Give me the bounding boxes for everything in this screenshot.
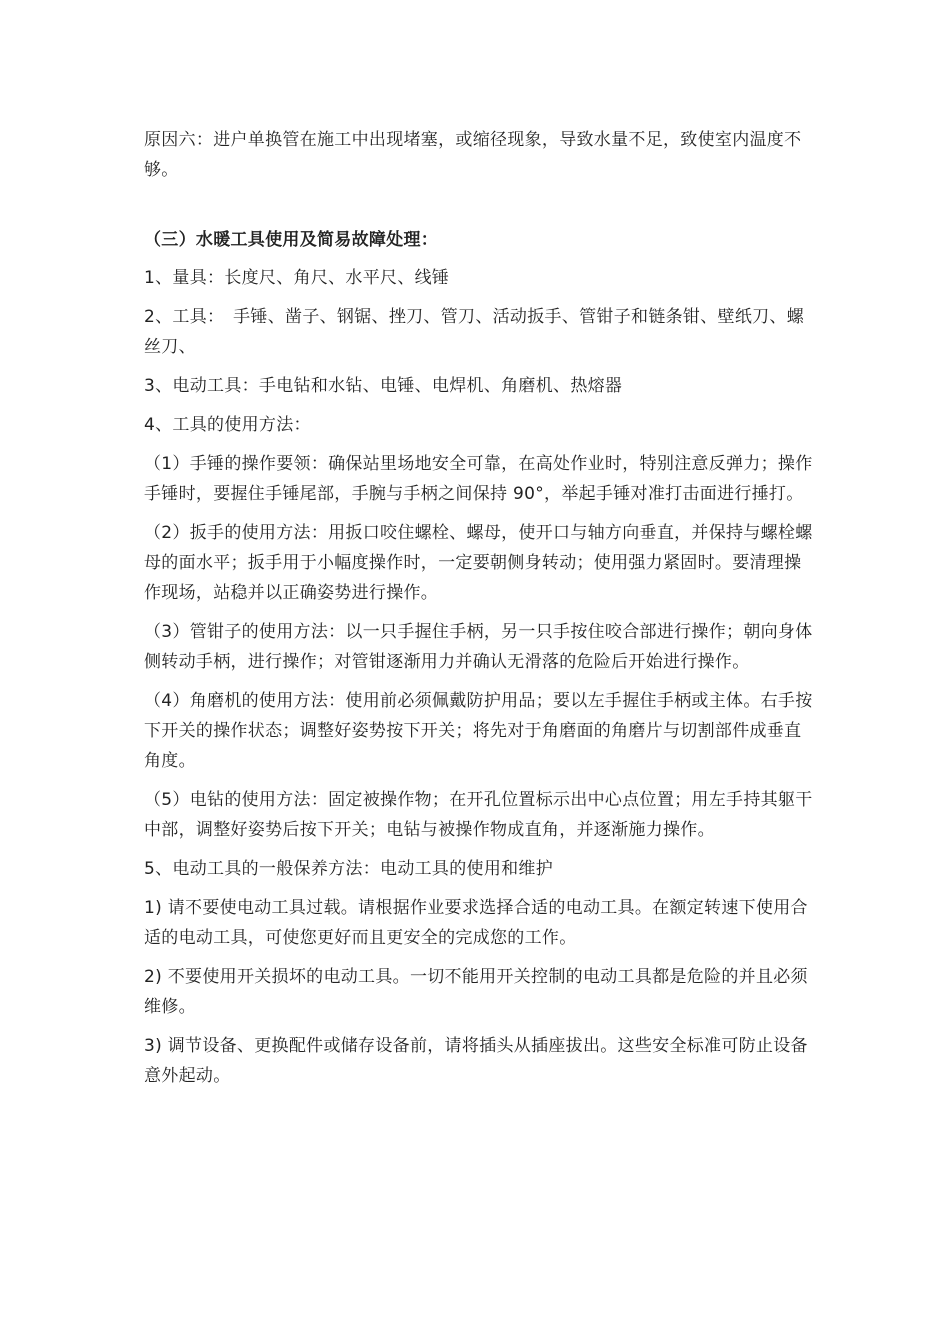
section-heading-three: （三）水暖工具使用及简易故障处理： [144, 230, 439, 250]
list-item-power-tools: 3、电动工具：手电钻和水钻、电锤、电焊机、角磨机、热熔器 [144, 376, 623, 396]
usage-electric-drill: （5）电钻的使用方法：固定被操作物；在开孔位置标示出中心点位置；用左手持其躯干中部，调整好姿势后按下开关；电钻与被操作物成直角，并逐渐施力操作。 [144, 790, 813, 840]
list-item-hand-tools: 2、工具： 手锤、凿子、钢锯、挫刀、管刀、活动扳手、管钳子和链条钳、壁纸刀、螺丝刀、 [144, 307, 805, 357]
usage-angle-grinder: （4）角磨机的使用方法：使用前必须佩戴防护用品；要以左手握住手柄或主体。右手按下开关的操作状态；调整好姿势按下开关；将先对于角磨面的角磨片与切割部件成垂直角度。 [144, 691, 813, 771]
list-item-maintenance: 5、电动工具的一般保养方法：电动工具的使用和维护 [144, 859, 554, 879]
document-page [144, 125, 814, 1100]
list-item-tool-usage: 4、工具的使用方法： [144, 415, 311, 435]
list-item-measuring-tools: 1、量具：长度尺、角尺、水平尺、线锤 [144, 268, 450, 288]
usage-wrench: （2）扳手的使用方法：用扳口咬住螺栓、螺母，使开口与轴方向垂直，并保持与螺栓螺母的面水平；扳手用于小幅度操作时，一定要朝侧身转动；使用强力紧固时。要清理操作现场，站稳并以正确姿势进行操作。 [144, 523, 813, 603]
usage-pipe-wrench: （3）管钳子的使用方法：以一只手握住手柄，另一只手按住咬合部进行操作；朝向身体侧转动手柄，进行操作；对管钳逐渐用力并确认无滑落的危险后开始进行操作。 [144, 622, 813, 672]
reason-six-paragraph: 原因六：进户单换管在施工中出现堵塞，或缩径现象，导致水量不足，致使室内温度不够。 [144, 130, 802, 180]
usage-hammer: （1）手锤的操作要领：确保站里场地安全可靠，在高处作业时，特别注意反弹力；操作手锤时，要握住手锤尾部，手腕与手柄之间保持 90°，举起手锤对准打击面进行捶打。 [144, 454, 813, 504]
care-item-unplug: 3) 调节设备、更换配件或储存设备前，请将插头从插座拔出。这些安全标准可防止设备意外起动。 [144, 1036, 808, 1086]
care-item-overload: 1) 请不要使电动工具过载。请根据作业要求选择合适的电动工具。在额定转速下使用合适的电动工具，可使您更好而且更安全的完成您的工作。 [144, 898, 808, 948]
care-item-switch: 2) 不要使用开关损坏的电动工具。一切不能用开关控制的电动工具都是危险的并且必须维修。 [144, 967, 808, 1017]
